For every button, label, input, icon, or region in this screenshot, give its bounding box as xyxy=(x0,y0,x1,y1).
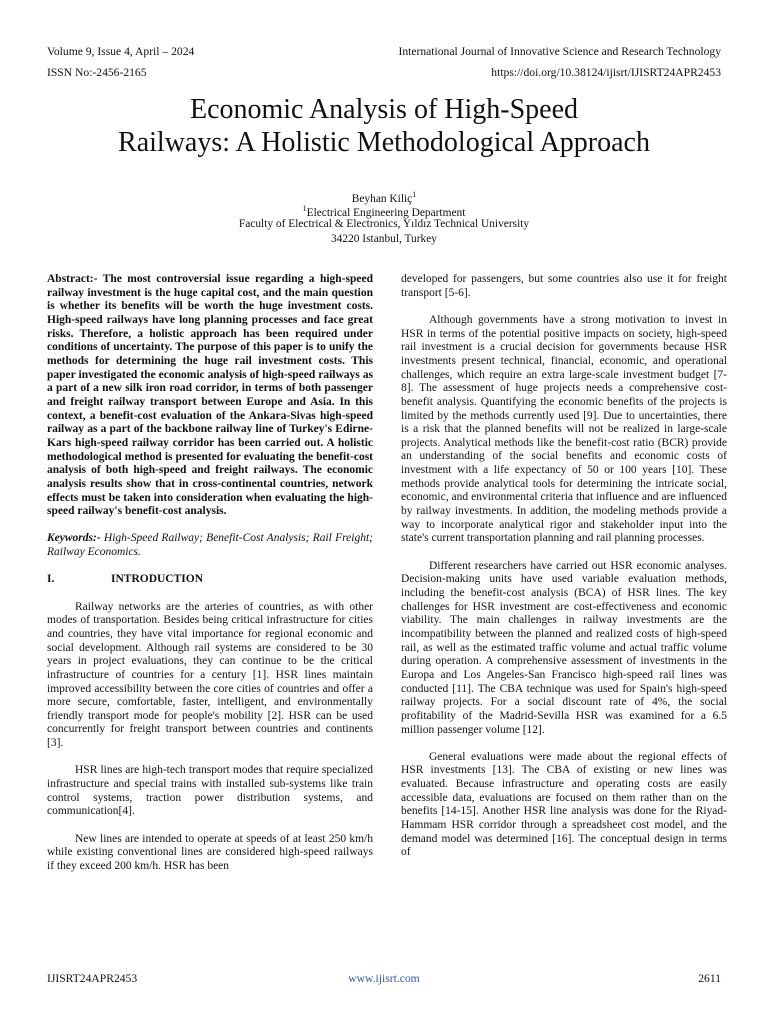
title-line-2: Railways: A Holistic Methodological Approach xyxy=(118,127,650,158)
footer-id: IJISRT24APR2453 xyxy=(47,972,138,985)
keywords xyxy=(47,532,373,559)
title-line-1: Economic Analysis of High-Speed xyxy=(189,94,579,125)
header-doi[interactable]: https://doi.org/10.38124/ijisrt/IJISRT24APR2453 xyxy=(491,66,721,79)
abstract-text: The most controversial issue regarding a high-speed railway investment is the huge capital cost, and the main question is whether its benefits will be worth the huge investment costs. High-speed railways have long planning processes and face great risks. Therefore, a holistic approach has been required under conditions of uncertainty. The purpose of this paper is to unify the methods for determining the huge rail investment costs. This paper investigated the economic analysis of high-speed railways as a part of a new silk iron road corridor, in terms of both passenger and freight railway transport between Europe and Asia. In this context, a benefit-cost evaluation of the Ankara-Sivas high-speed railway as a part of the backbone railway line of Turkey's Edirne-Kars high-speed railway corridor has been carried out. A holistic methodological method is presented for evaluating the benefit-cost analysis of both high-speed and freight railways. The economic analysis results show that in cross-continental countries, network effects must be taken into consideration when evaluating the high-speed railway's benefit-cost analysis. xyxy=(47,273,373,518)
affiliation-dept: Electrical Engineering Department xyxy=(306,206,466,219)
keywords-text: High-Speed Railway; Benefit-Cost Analysis; Rail Freight; Railway Economics. xyxy=(47,532,374,559)
left-column xyxy=(47,273,373,874)
section-title: INTRODUCTION xyxy=(111,573,204,586)
paragraph: Railway networks are the arteries of countries, as with other modes of transportation. Besides being critical infrastructure for cities and countries, they have vital importance for regional economic and social development. Although rail systems are considered to be 30 years in project evaluations, they can continue to be the critical infrastructure of countries for a century [1]. HSR lines maintain improved accessibility between the core cities of countries and offer a more secure, comfortable, faster, intelligent, and environmentally friendly transport mode for people's mobility [2]. HSR can be used concurrently for freight transport between countries and continents [3]. xyxy=(47,600,373,750)
paragraph: General evaluations were made about the regional effects of HSR investments [13]. The CBA of existing or new lines was evaluated. Because infrastructure and operating costs are easily accessible data, evaluations are focused on them rather than on the benefits [14-15]. Another HSR line analysis was done for the Riyad-Hammam HSR corridor through a spreadsheet cost model, and the demand model was determined [16]. The conceptual design in terms of xyxy=(401,750,727,859)
paragraph: Different researchers have carried out HSR economic analyses. Decision-making units have used variable evaluation methods, including the benefit-cost analysis (BCA) of HSR lines. The key challenges for HSR investment are cost-effectiveness and economic viability. The main challenges in railway investments are the incompatibility between the planned and realized costs of high-speed rail, as well as the estimated traffic volume and actual traffic volume during operation. A comprehensive assessment of investments in the Europa and Los Angeles-San Francisco high-speed rail lines was conducted [11]. The CBA technique was used for Spain's high-speed railway projects. For a social discount rate of 4%, the social profitability of the Madrid-Sevilla HSR was examined for a 6.5 million passenger volume [12]. xyxy=(401,559,727,736)
affiliation-city: 34220 Istanbul, Turkey xyxy=(330,233,437,245)
abstract-label: Abstract:- xyxy=(47,273,98,285)
section-number: I. xyxy=(47,573,55,586)
keywords-label: Keywords:- xyxy=(47,532,101,545)
section-heading xyxy=(47,573,373,587)
paragraph-continuation: developed for passengers, but some countries also use it for freight transport [5-6]. xyxy=(401,273,727,299)
paragraph: HSR lines are high-tech transport modes that require specialized infrastructure and special trains with installed sub-systems like train control systems, traction power distribution systems, and communication[4]. xyxy=(47,764,373,818)
paragraph: Although governments have a strong motivation to invest in HSR in terms of the potential positive impacts on society, high-speed rail investment is a crucial decision for governments because HSR investments present technical, financial, economic, and operational challenges, which require an extra large-scale investment budget [7-8]. The assessment of huge projects needs a comprehensive cost-benefit analysis. Quantifying the economic benefits of the projects is limited by the methods currently used [9]. Due to uncertainties, there is a risk that the planned benefits will not be realized in large-scale projects. Analytical methods like the benefit-cost ratio (BCR) provide an understanding of the social benefits and economic costs of investment with a life expectancy of 50 or 100 years [10]. These methods provide analytical tools for determining the intricate social, economic, and environmental criteria that influence and are influenced by railway investments. In addition, the modeling methods provide a way to incorporate analytical rigor and stakeholder input into the state's current transportation planning and rail planning processes. xyxy=(401,313,727,545)
footer-page-number: 2611 xyxy=(698,972,721,985)
abstract xyxy=(47,273,373,519)
author-sup: 1 xyxy=(412,190,417,199)
header-issn: ISSN No:-2456-2165 xyxy=(47,66,147,79)
header-volume: Volume 9, Issue 4, April – 2024 xyxy=(47,45,195,58)
dept-sup: 1 xyxy=(302,204,307,213)
paper-title xyxy=(40,93,728,159)
affiliation-faculty: Faculty of Electrical & Electronics, Yıldız Technical University xyxy=(238,218,530,230)
footer-url[interactable]: www.ijisrt.com xyxy=(348,972,420,985)
header-journal: International Journal of Innovative Science and Research Technology xyxy=(398,45,721,58)
author-name: Beyhan Kiliç xyxy=(351,192,413,205)
right-column xyxy=(401,273,727,860)
paragraph: New lines are intended to operate at speeds of at least 250 km/h while existing conventional lines are considered high-speed railways if they exceed 200 km/h. HSR has been xyxy=(47,832,373,872)
